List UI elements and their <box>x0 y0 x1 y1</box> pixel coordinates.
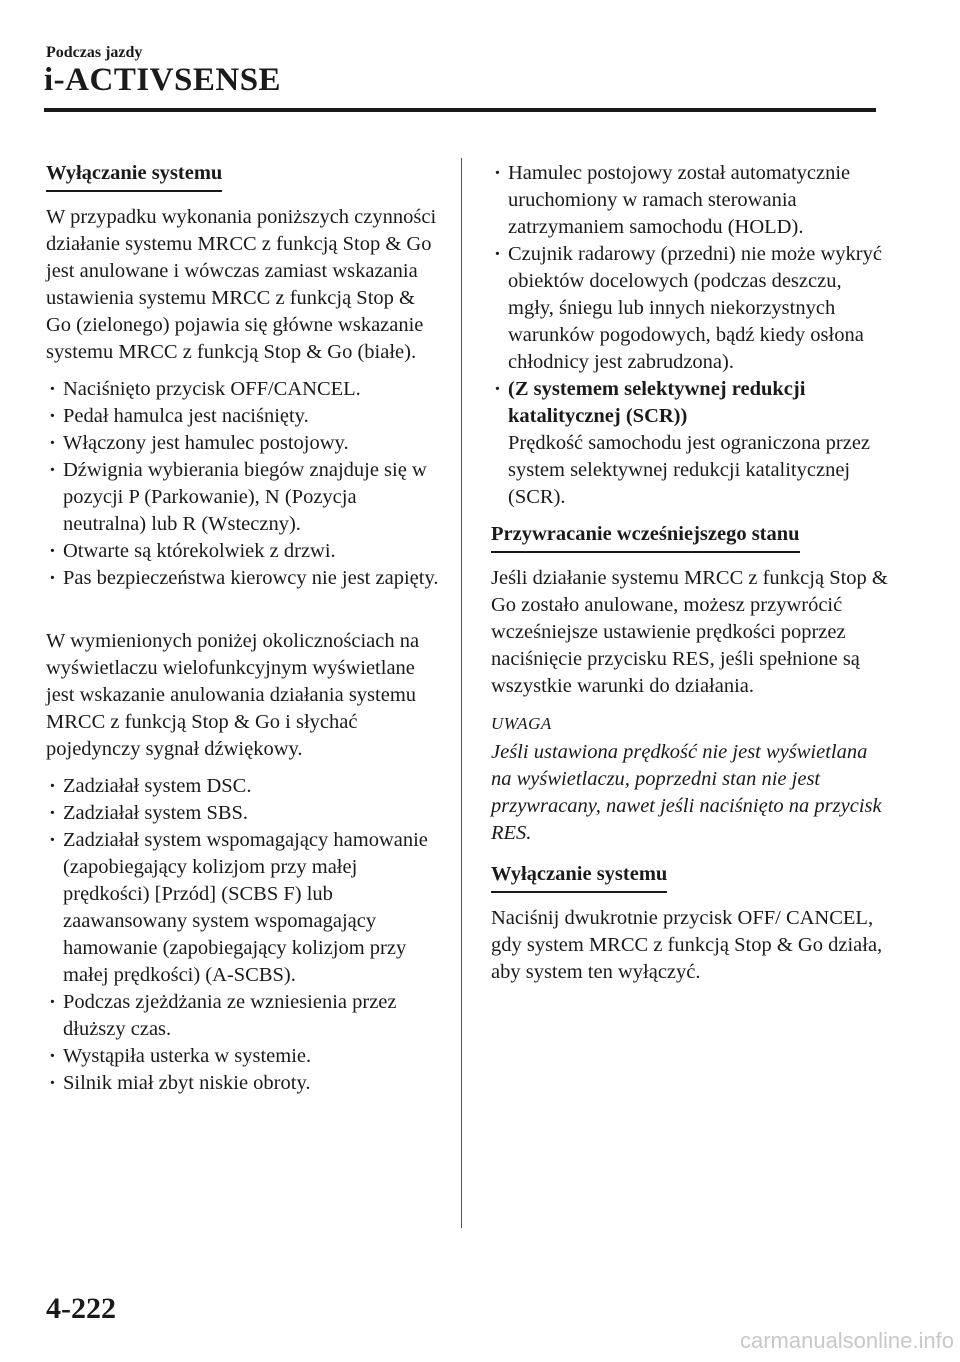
list-item: · Silnik miał zbyt niskie obroty. <box>46 1070 441 1097</box>
list-item: · Zadziałał system SBS. <box>46 800 441 827</box>
list-item: · Zadziałał system DSC. <box>46 773 441 800</box>
page-number: 4-222 <box>46 1292 116 1325</box>
list-item: · Dźwignia wybierania biegów znajduje się w pozycji P (Parkowanie), N (Pozycja neutralna) lub R (Wsteczny). <box>46 457 441 538</box>
watermark: carmanualsonline.info <box>739 1328 954 1353</box>
right-column <box>491 160 891 996</box>
note-text: Jeśli ustawiona prędkość nie jest wyświetlana na wyświetlaczu, poprzedni stan nie jest przywracany, nawet jeśli naciśnięto na przycisk RES. <box>491 741 882 844</box>
paragraph-cancel-indication: W wymienionych poniżej okolicznościach na wyświetlaczu wielofunkcyjnym wyświetlane jest wskazanie anulowania działania systemu MRCC z funkcją Stop & Go i słychać pojedynczy sygnał dźwiękowy. <box>46 630 420 760</box>
list-item: · Hamulec postojowy został automatycznie uruchomiony w ramach sterowania zatrzymaniem samochodu (HOLD). <box>491 160 891 241</box>
list-item: · Naciśnięto przycisk OFF/CANCEL. <box>46 376 441 403</box>
list-item: · Pedał hamulca jest naciśnięty. <box>46 403 441 430</box>
column-divider <box>461 158 462 1228</box>
list-item: · Zadziałał system wspomagający hamowanie (zapobiegający kolizjom przy małej prędkości) [Przód] (SCBS F) lub zaawansowany system wspomagający hamowanie (zapobiegający kolizjom przy małej prędkości) (A-SCBS). <box>46 827 441 989</box>
list-item: · Włączony jest hamulec postojowy. <box>46 430 441 457</box>
page-title: i-ACTIVSENSE <box>44 62 282 98</box>
paragraph-restore: Jeśli działanie systemu MRCC z funkcją Stop & Go zostało anulowane, możesz przywrócić wcześniejsze ustawienie prędkości poprzez naciśnięcie przycisku RES, jeśli spełnione są wszystkie warunki do działania. <box>491 567 888 697</box>
list-item: · Czujnik radarowy (przedni) nie może wykryć obiektów docelowych (podczas deszczu, mgły, śniegu lub innych niekorzystnych warunków pogodowych, bądź kiedy osłona chłodnicy jest zabrudzona). <box>491 241 891 376</box>
heading-disable-system: Wyłączanie systemu <box>46 160 222 192</box>
header-rule <box>44 108 876 112</box>
left-column <box>46 160 441 1107</box>
cancel-indication-list <box>46 773 441 1097</box>
list-item: · Pas bezpieczeństwa kierowcy nie jest zapięty. <box>46 565 441 592</box>
list-item: · Otwarte są którekolwiek z drzwi. <box>46 538 441 565</box>
scr-item-text: Prędkość samochodu jest ograniczona przez system selektywnej redukcji katalitycznej (SCR). <box>508 432 871 508</box>
scr-item-title: (Z systemem selektywnej redukcji katalitycznej (SCR)) <box>508 378 806 427</box>
heading-turn-off-system: Wyłączanie systemu <box>491 861 667 893</box>
spacer <box>46 602 441 628</box>
heading-restore-state: Przywracanie wcześniejszego stanu <box>491 521 800 553</box>
note-label: UWAGA <box>491 714 552 733</box>
list-item: · Podczas zjeżdżania ze wzniesienia przez dłuższy czas. <box>46 989 441 1043</box>
paragraph-turn-off: Naciśnij dwukrotnie przycisk OFF/ CANCEL, gdy system MRCC z funkcją Stop & Go działa, aby system ten wyłączyć. <box>491 907 883 983</box>
list-item-scr <box>491 376 891 511</box>
list-item: · Wystąpiła usterka w systemie. <box>46 1043 441 1070</box>
paragraph-cancel-conditions: W przypadku wykonania poniższych czynności działanie systemu MRCC z funkcją Stop & Go jest anulowane i wówczas zamiast wskazania ustawienia systemu MRCC z funkcją Stop & Go (zielonego) pojawia się główne wskazanie systemu MRCC z funkcją Stop & Go (białe). <box>46 206 437 363</box>
cancel-indication-list-continued <box>491 160 891 511</box>
section-label: Podczas jazdy <box>46 44 143 61</box>
cancel-conditions-list <box>46 376 441 592</box>
